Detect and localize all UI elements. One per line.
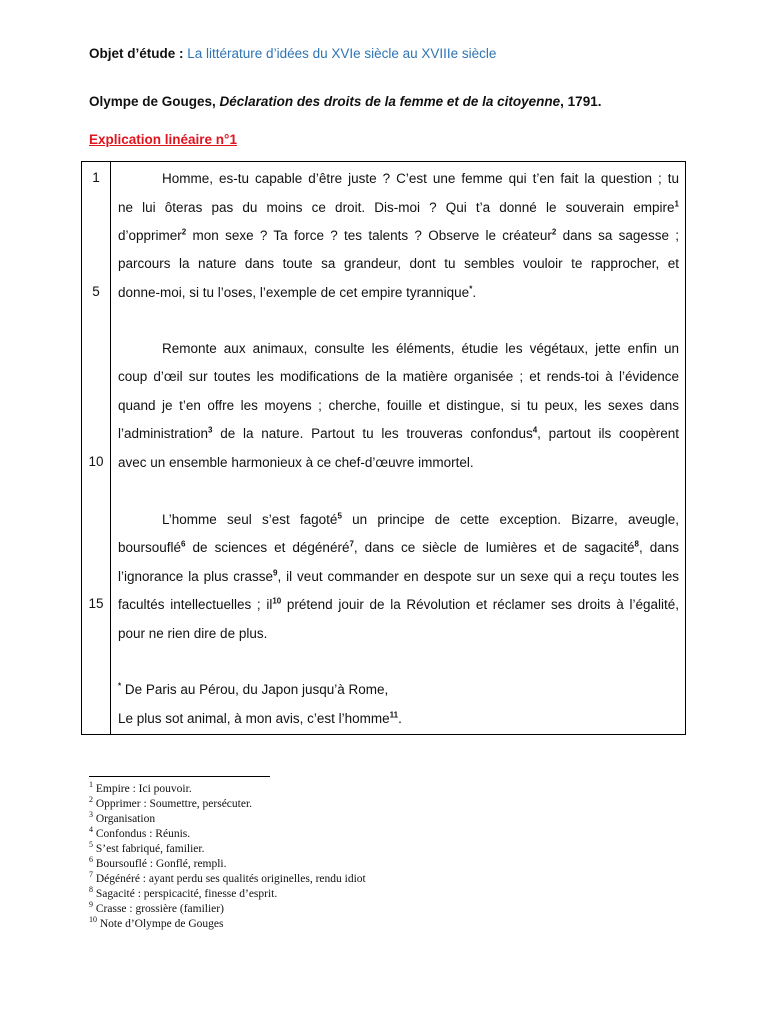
study-object-line [89,46,496,61]
text-line: ne lui ôteras pas du moins ce droit. Dis-moi ? Qui t’a donné le souverain empire$^1$ [118,199,679,215]
text-table [81,161,686,735]
footnote: $^9$ Crasse : grossière (familier) [89,900,224,915]
author-note-line: * De Paris au Pérou, du Japon jusqu’à Rome, [118,681,389,697]
line-number: 1 [92,170,100,185]
footnote: $^4$ Confondus : Réunis. [89,825,191,840]
text-line: boursouflé$^6$ de sciences et dégénéré$^7$, dans ce siècle de lumières et de sagacité$^8$, dans [118,539,680,555]
line-number-divider [110,162,111,734]
study-object-label: Objet d’étude : [89,46,184,61]
author-note-line: Le plus sot animal, à mon avis, c’est l’homme$^{11}$. [118,710,402,726]
footnote: $^5$ S’est fabriqué, familier. [89,840,205,855]
footnote: $^2$ Opprimer : Soumettre, persécuter. [89,795,253,810]
footnote: $^3$ Organisation [89,810,156,825]
text-line: quand je t’en offre les moyens ; cherche, fouille et distingue, si tu peux, les sexes dans [118,398,679,413]
text-line: d’opprimer$^2$ mon sexe ? Ta force ? tes talents ? Observe le créateur$^2$ dans sa sagesse ; [118,227,679,243]
text-line: l’ignorance la plus crasse$^9$, il veut commander en despote sur un sexe qui a reçu toutes les [118,568,679,584]
footnote: $^1$ Empire : Ici pouvoir. [89,780,192,795]
text-line: Remonte aux animaux, consulte les éléments, étudie les végétaux, jette enfin un [162,341,679,356]
text-line: coup d’œil sur toutes les modifications de la matière organisée ; et rends-toi à l’évidence [118,369,679,384]
footnote: $^6$ Boursouflé : Gonflé, rempli. [89,855,227,870]
text-line: l’administration$^3$ de la nature. Partout tu les trouveras confondus$^4$, partout ils coopèrent [118,425,679,441]
work-title: Déclaration des droits de la femme et de la citoyenne [219,94,561,109]
footnote: $^8$ Sagacité : perspicacité, finesse d’esprit. [89,885,278,900]
text-line: avec un ensemble harmonieux à ce chef-d’œuvre immortel. [118,455,474,470]
author-name: Olympe de Gouges, [89,94,216,109]
study-object-value: La littérature d’idées du XVIe siècle au XVIIIe siècle [187,46,497,61]
line-number: 10 [88,454,104,469]
line-number: 15 [88,596,104,611]
text-line: facultés intellectuelles ; $il^{10}$ prétend jouir de la Révolution et réclamer ses droits à l’égalité, [118,596,679,612]
footnote: $^{10}$ Note d’Olympe de Gouges [89,915,224,930]
text-line: parcours la nature dans toute sa grandeur, dont tu sembles vouloir te rapprocher, et [118,256,679,271]
footnote-separator [89,776,270,777]
work-year: , 1791. [560,94,602,109]
author-line [89,94,601,109]
explication-title: Explication linéaire n°1 [89,132,237,147]
line-number: 5 [92,284,100,299]
text-line: Homme, es-tu capable d’être juste ? C’est une femme qui t’en fait la question ; tu [162,171,679,186]
footnote: $^7$ Dégénéré : ayant perdu ses qualités originelles, rendu idiot [89,870,366,885]
text-line: pour ne rien dire de plus. [118,626,268,641]
text-line: donne-moi, si tu l’oses, l’exemple de cet empire tyrannique*. [118,284,477,300]
text-line: L’homme seul s’est fagoté$^5$ un principe de cette exception. Bizarre, aveugle, [162,511,679,527]
